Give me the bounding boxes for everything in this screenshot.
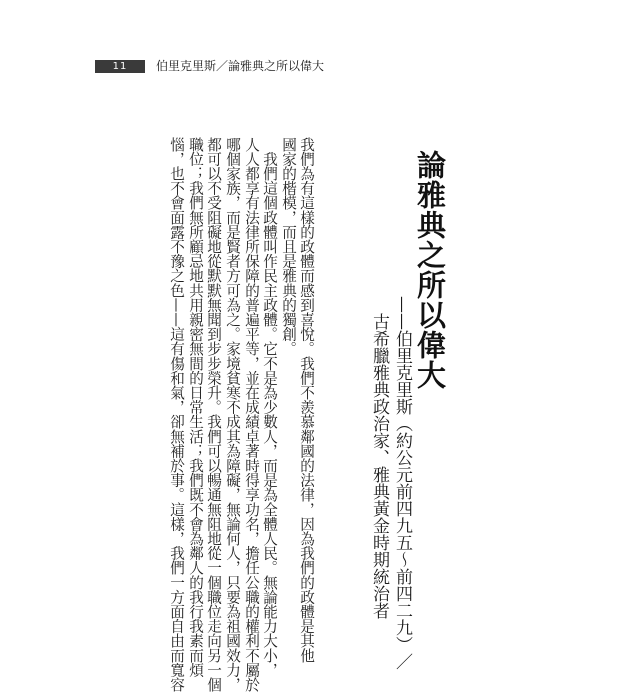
chapter-attribution-line-1: ——伯里克里斯（約公元前四九五～前四二九）／ <box>392 296 412 670</box>
body-column-8: 惱，也不會面露不豫之色——這有傷和氣，卻無補於事。這樣，我們一方面自由而寬容 <box>168 137 185 692</box>
running-title: 伯里克里斯／論雅典之所以偉大 <box>156 59 325 73</box>
body-column-2: 國家的楷模，而且是雅典的獨創。 <box>280 137 297 356</box>
body-column-1: 我們為有這樣的政體而感到喜悅。我們不羨慕鄰國的法律，因為我們的政體是其他 <box>298 137 315 663</box>
page-number-badge <box>95 60 145 73</box>
body-column-7: 職位；我們無所顧忌地共用親密無間的日常生活；我們既不會為鄰人的我行我素而煩 <box>187 137 204 678</box>
body-column-6: 都可以不受阻礙地從默默無聞到步步榮升。我們可以暢通無阻地從一個職位走向另一個 <box>205 137 222 692</box>
body-column-3: 我們這個政體叫作民主政體。它不是為少數人，而是為全體人民。無論能力大小， <box>261 137 278 678</box>
page-number: 11 <box>112 61 128 72</box>
chapter-attribution-line-2: 古希臘雅典政治家、雅典黃金時期統治者 <box>369 313 389 619</box>
chapter-title: 論雅典之所以偉大 <box>413 150 447 390</box>
body-column-4: 人人都享有法律所保障的普遍平等，並在成績卓著時得享功名，擔任公職的權利不屬於 <box>243 137 260 692</box>
body-column-5: 哪個家族，而是賢者方可為之。家境貧寒不成其為障礙，無論何人，只要為祖國效力， <box>224 137 241 692</box>
